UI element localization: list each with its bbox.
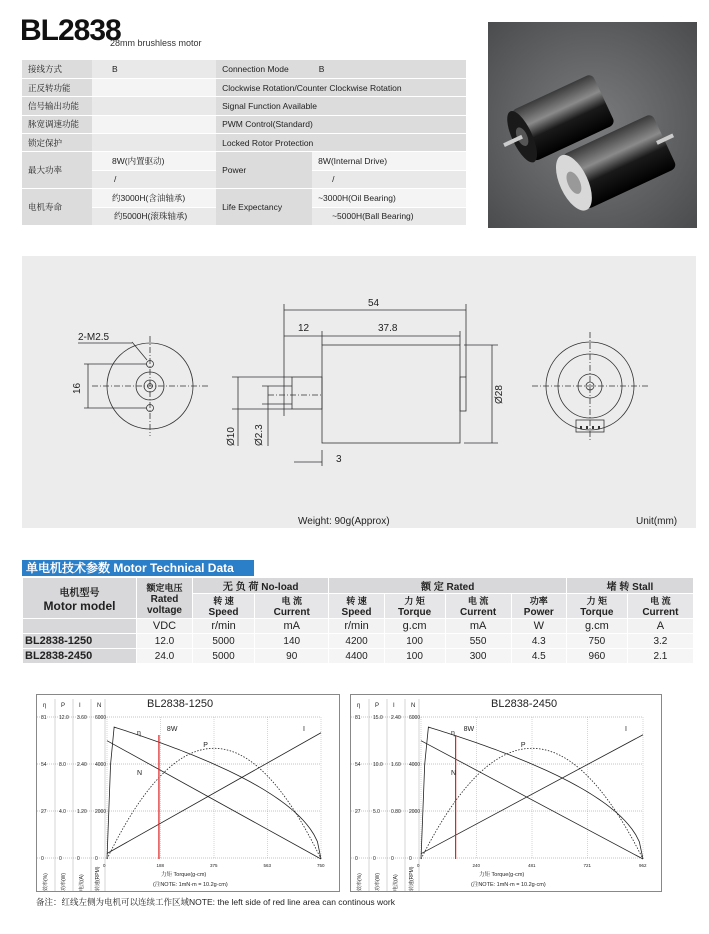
y-axis-letter: η [43,703,47,709]
col-model [23,578,137,619]
curve-label: η [451,730,455,737]
dimension-drawing [22,256,696,528]
y-tick-label: 81 [41,715,47,721]
y-axis-letter: P [375,703,380,709]
table-row [23,634,694,649]
spec-cn-value [92,97,216,115]
spec-life-en-v1: ~3000H(Oil Bearing) [312,189,466,207]
model-title: BL2838 [20,14,121,47]
subcol-cn: 力 矩 [586,596,608,606]
x-axis-label: 力矩 Torque(g-cm) [479,872,525,878]
thread-label: 2-M2.5 [78,332,110,343]
col-voltage-en1: Rated [150,593,179,605]
subcol-cn: 力 矩 [404,596,425,606]
unit-cell: g.cm [566,619,627,634]
x-tick-label: 188 [156,863,165,868]
grp-stall: 堵 转 Stall [566,578,693,594]
value-cell: 960 [566,649,627,664]
spec-en-label: Clockwise Rotation/Counter Clockwise Rotation [222,82,402,93]
unit-cell: A [627,619,693,634]
unit-spacer [23,619,137,634]
x-tick-label: 481 [528,863,536,868]
subcol-en: Current [273,607,310,618]
col-model-en: Motor model [43,598,116,613]
curve-label: 8W [166,726,178,733]
curve-label: P [520,742,526,749]
subcol-en: Torque [398,607,432,618]
x-tick-label: 240 [472,863,481,868]
y-axis-title: 电流(A) [393,874,399,891]
value-cell: 4.5 [511,649,566,664]
spec-row [22,60,466,78]
spec-life-cn-v2: 约5000H(滚珠轴承) [92,207,216,226]
spec-row [22,78,466,96]
col-model-cn: 电机型号 [59,587,100,599]
y-tick-label: 4000 [95,762,107,768]
value-cell: 4400 [329,649,384,664]
graph-note: (注NOTE: 1mN·m = 10.2g·cm) [471,882,546,888]
value-cell: 24.0 [137,649,193,664]
y-axis-letter: P [61,703,66,709]
y-tick-label: 0 [95,856,98,862]
y-tick-label: 0 [77,856,80,862]
curve-label: η [137,730,141,737]
y-axis-letter: I [79,703,81,709]
body-length-label: 37.8 [378,323,398,334]
curve-label: N [451,770,457,777]
y-tick-label: 0 [391,856,394,862]
col-voltage [137,578,193,619]
y-tick-label: 6000 [95,715,107,721]
unit-cell: mA [445,619,511,634]
graph-svg [351,695,663,893]
spec-en-value: B [318,63,325,74]
unit-cell: VDC [137,619,193,634]
y-tick-label: 6000 [409,715,421,721]
y-tick-label: 0 [355,856,358,862]
y-axis-title: 电流(A) [79,874,85,891]
spec-power-cn-v2: / [92,170,216,188]
y-tick-label: 0 [41,856,44,862]
graph-title: BL2838-1250 [147,698,214,710]
spec-power-cn-label: 最大功率 [22,152,92,189]
curve-label: I [303,726,305,733]
spec-en-value [313,119,343,129]
value-cell: 90 [255,649,329,664]
value-cell: 100 [384,649,445,664]
subcol-header [384,594,445,619]
subcol-cn: 电 流 [281,596,302,606]
spec-en-value [313,138,343,148]
subcol-en: Power [523,607,554,618]
shaft-diameter-label: Ø2.3 [254,424,265,446]
spec-cn-value: B [92,60,216,78]
y-tick-label: 15.0 [373,715,383,721]
x-tick-label: 721 [583,863,592,868]
spec-cn-value [92,134,216,152]
y-tick-label: 8.0 [59,762,66,768]
value-cell: 5000 [193,649,255,664]
x-tick-label: 0 [103,863,106,868]
boss-length-label: 3 [336,454,342,465]
spec-life-row [22,189,466,207]
y-tick-label: 2000 [95,809,107,815]
subcol-cn: 功率 [529,596,548,606]
subcol-en: Current [460,607,497,618]
y-tick-label: 4.0 [59,809,66,815]
spec-en-label: Locked Rotor Protection [222,137,314,148]
spec-power-en-v2: / [312,170,466,188]
subcol-header [627,594,693,619]
spec-life-cn-label: 电机寿命 [22,189,92,226]
y-axis-title: 功率(W) [61,872,67,891]
spec-en [216,78,466,96]
tech-data-table [22,577,694,664]
spec-cn-label: 信号输出功能 [22,97,92,115]
subcol-header [193,594,255,619]
curve-label: N [137,770,143,777]
spec-cn-label: 正反转功能 [22,78,92,96]
curve-label: P [203,742,208,749]
spec-row [22,115,466,133]
y-axis-letter: N [411,703,416,709]
unit-cell: W [511,619,566,634]
y-tick-label: 81 [355,715,361,721]
model-cell: BL2838-2450 [23,649,137,664]
y-axis-title: 效率(%) [357,873,363,891]
x-tick-label: 0 [417,863,420,868]
subcol-header [511,594,566,619]
side-view-body [322,345,460,443]
y-tick-label: 2.40 [391,715,401,721]
y-tick-label: 0 [373,856,376,862]
spec-cn-label: 锁定保护 [22,134,92,152]
spec-cn-label: 脉宽调速功能 [22,115,92,133]
spec-power-en-label: Power [216,152,312,189]
value-cell: 12.0 [137,634,193,649]
y-tick-label: 2000 [409,809,421,815]
y-tick-label: 10.0 [373,762,383,768]
y-axis-title: 转速(RPM) [95,866,101,891]
spec-en-value [402,83,432,93]
x-tick-label: 962 [639,863,647,868]
unit-cell: g.cm [384,619,445,634]
shaft-length-label: 12 [298,323,310,334]
spec-en-value [317,101,347,111]
grp-noload: 无 负 荷 No-load [193,578,329,594]
value-cell: 4200 [329,634,384,649]
graph-2450 [350,694,662,892]
value-cell: 750 [566,634,627,649]
y-axis-letter: N [97,703,102,709]
spec-en [216,115,466,133]
col-voltage-cn: 额定电压 [146,582,183,593]
value-cell: 550 [445,634,511,649]
y-tick-label: 3.60 [77,715,87,721]
subcol-en: Current [642,607,679,618]
weight-label: Weight: 90g(Approx) [298,516,390,527]
tech-data-header: 单电机技术参数 Motor Technical Data [22,560,254,576]
footnote: 备注：红线左侧为电机可以连续工作区域NOTE: the left side of red line area can continous work [36,897,395,907]
model-subtitle: 28mm brushless motor [110,38,202,48]
subcol-header [566,594,627,619]
value-cell: 100 [384,634,445,649]
spec-power-cn-v1: 8W(内置驱动) [92,152,216,170]
spec-cn-value [92,78,216,96]
y-axis-title: 效率(%) [43,873,49,891]
spec-row [22,97,466,115]
unit-cell: r/min [329,619,384,634]
graph-1250 [36,694,340,892]
graph-title: BL2838-2450 [491,698,558,710]
y-axis-letter: I [393,703,395,709]
y-tick-label: 54 [41,762,47,768]
spec-cn-value [92,115,216,133]
y-axis-title: 转速(RPM) [409,866,415,891]
spec-cn-label: 接线方式 [22,60,92,78]
spec-en [216,60,466,78]
x-tick-label: 375 [210,863,218,868]
value-cell: 3.2 [627,634,693,649]
subcol-en: Speed [341,607,372,618]
y-tick-label: 54 [355,762,361,768]
y-tick-label: 5.0 [373,809,380,815]
value-cell: 4.3 [511,634,566,649]
spec-power-en-v1: 8W(Internal Drive) [312,152,466,170]
motor-photo-drawing [488,22,697,228]
y-tick-label: 4000 [409,762,421,768]
table-row [23,649,694,664]
body-diameter-label: Ø28 [494,385,505,404]
subcol-cn: 转 速 [346,596,367,606]
x-axis-label: 力矩 Torque(g-cm) [161,872,207,878]
spec-table [22,60,466,226]
spec-en-label: Signal Function Available [222,100,317,111]
y-tick-label: 1.60 [391,762,401,768]
y-tick-label: 0 [59,856,62,862]
subcol-cn: 转 速 [213,596,234,606]
value-cell: 300 [445,649,511,664]
graph-svg [37,695,341,893]
spec-en-label: PWM Control(Standard) [222,119,313,130]
value-cell: 2.1 [627,649,693,664]
unit-cell: r/min [193,619,255,634]
spec-en-label: Connection Mode [222,63,289,74]
spec-en [216,97,466,115]
curve-label: 8W [463,726,475,733]
y-tick-label: 27 [355,809,361,815]
curve-label: I [625,726,627,733]
subcol-cn: 电 流 [650,596,671,606]
subcol-header [445,594,511,619]
dimension-drawing-svg [22,256,696,528]
motor-photo [488,22,697,228]
col-voltage-en2: voltage [146,604,182,616]
y-tick-label: 12.0 [59,715,69,721]
subcol-en: Torque [580,607,614,618]
y-axis-title: 功率(W) [375,872,381,891]
y-tick-label: 27 [41,809,47,815]
x-tick-label: 563 [263,863,272,868]
boss-diameter-label: Ø10 [226,427,237,446]
spec-life-en-v2: ~5000H(Ball Bearing) [312,207,466,226]
subcol-header [329,594,384,619]
value-cell: 5000 [193,634,255,649]
y-tick-label: 1.20 [77,809,87,815]
x-tick-label: 750 [317,863,325,868]
model-cell: BL2838-1250 [23,634,137,649]
hole-spacing-label: 16 [72,382,83,394]
value-cell: 140 [255,634,329,649]
spec-row [22,134,466,152]
graph-note: (注NOTE: 1mN·m = 10.2g·cm) [153,882,228,888]
spec-en [216,134,466,152]
spec-life-en-label: Life Expectancy [216,189,312,226]
spec-life-cn-v1: 约3000H(含油轴承) [92,189,216,207]
subcol-header [255,594,329,619]
y-tick-label: 2.40 [77,762,87,768]
subcol-en: Speed [208,607,239,618]
subcol-cn: 电 流 [467,596,489,606]
unit-cell: mA [255,619,329,634]
unit-label: Unit(mm) [636,516,678,527]
spec-power-row [22,152,466,170]
y-axis-letter: η [357,703,361,709]
length-label: 54 [368,298,380,309]
y-tick-label: 0 [409,856,412,862]
grp-rated: 额 定 Rated [329,578,567,594]
y-tick-label: 0.80 [391,809,401,815]
